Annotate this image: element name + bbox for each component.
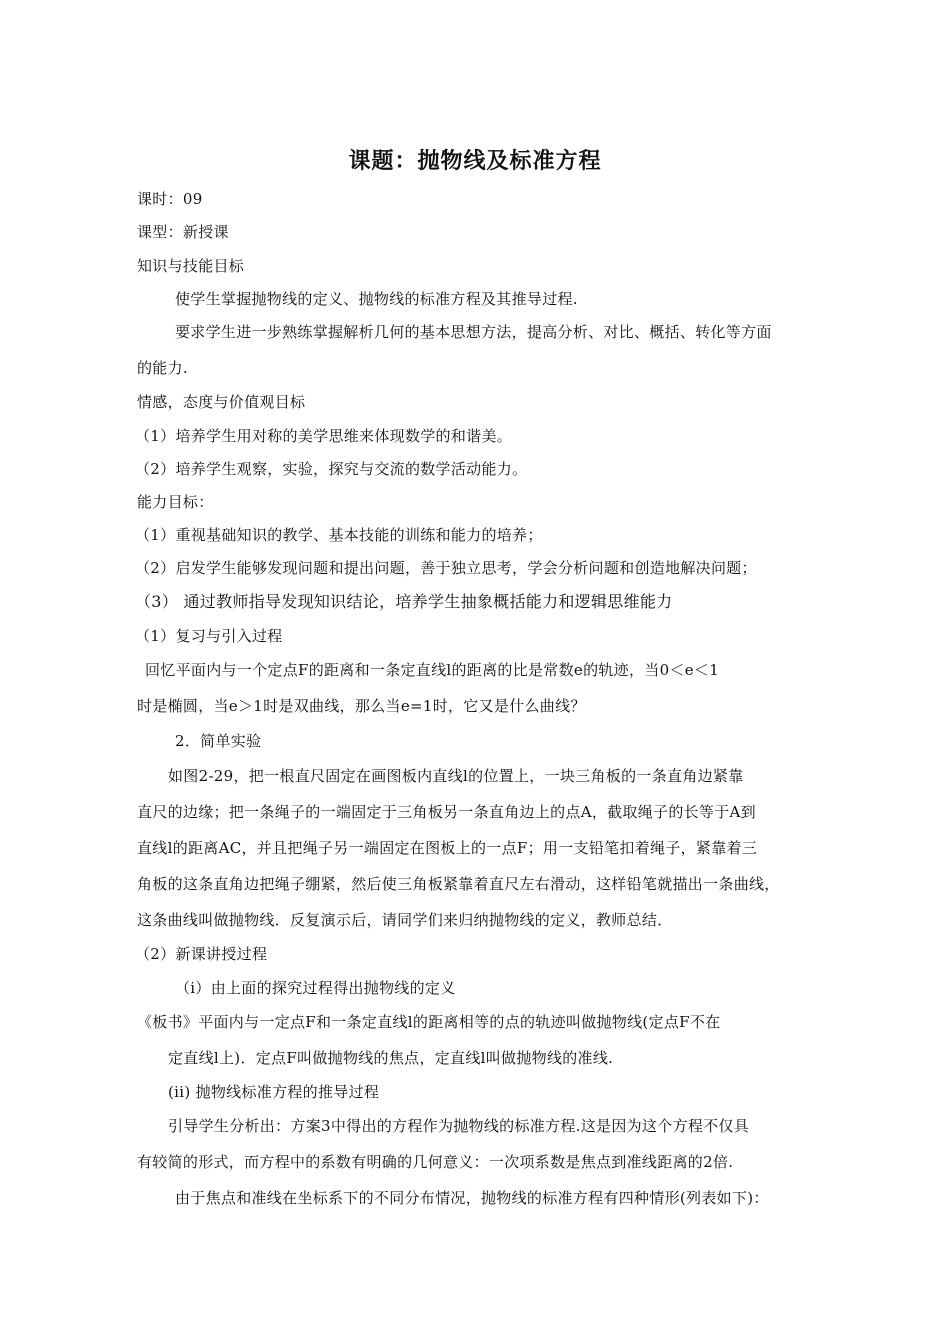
experiment-line-2: 直尺的边缘；把一条绳子的一端固定于三角板另一条直角边上的点A，截取绳子的长等于A到 (137, 803, 756, 821)
experiment-line-1: 如图2-29，把一根直尺固定在画图板内直线l的位置上，一块三角板的一条直角边紧靠 (168, 767, 744, 785)
ability-item-2: （2）启发学生能够发现问题和提出问题，善于独立思考，学会分析问题和创造地解决问题； (135, 559, 757, 577)
review-paragraph-line-2: 时是椭圆，当e＞1时是双曲线，那么当e=1时，它又是什么曲线？ (137, 697, 586, 715)
lesson-period: 课时：09 (137, 190, 203, 208)
derivation-heading: (ii) 抛物线标准方程的推导过程 (168, 1083, 380, 1101)
ability-item-1: （1）重视基础知识的教学、基本技能的训练和能力的培养； (135, 526, 543, 544)
review-paragraph-line-1: 回忆平面内与一个定点F的距离和一条定直线l的距离的比是常数e的轨迹，当0＜e＜1 (145, 661, 720, 679)
ability-item-3: （3） 通过教师指导发现知识结论，培养学生抽象概括能力和逻辑思维能力 (135, 592, 673, 611)
new-lesson-heading: （2）新课讲授过程 (135, 945, 268, 963)
knowledge-paragraph-2-line-1: 要求学生进一步熟练掌握解析几何的基本思想方法，提高分析、对比、概括、转化等方面 (175, 323, 772, 341)
derivation-line-3: 由于焦点和准线在坐标系下的不同分布情况，抛物线的标准方程有四种情形(列表如下)： (175, 1189, 769, 1207)
experiment-line-3: 直线l的距离AC，并且把绳子另一端固定在图板上的一点F；用一支铅笔扣着绳子，紧靠着三 (137, 839, 758, 857)
experiment-heading: 2．简单实验 (175, 732, 262, 750)
lesson-type: 课型：新授课 (137, 223, 229, 241)
review-heading: （1）复习与引入过程 (135, 627, 283, 645)
emotion-heading: 情感，态度与价值观目标 (137, 393, 306, 411)
experiment-line-5: 这条曲线叫做抛物线．反复演示后，请同学们来归纳抛物线的定义，教师总结． (137, 911, 673, 929)
knowledge-heading: 知识与技能目标 (137, 257, 245, 275)
knowledge-paragraph-2-line-2: 的能力. (137, 359, 188, 377)
derivation-line-2: 有较简的形式，而方程中的系数有明确的几何意义：一次项系数是焦点到准线距离的2倍. (137, 1153, 734, 1171)
ability-heading: 能力目标： (137, 493, 214, 511)
page-title: 课题：抛物线及标准方程 (348, 149, 602, 174)
knowledge-paragraph-1: 使学生掌握抛物线的定义、抛物线的标准方程及其推导过程. (175, 290, 578, 308)
emotion-item-1: （1）培养学生用对称的美学思维来体现数学的和谐美。 (135, 427, 513, 445)
definition-line-1: 《板书》平面内与一定点F和一条定直线l的距离相等的点的轨迹叫做抛物线(定点F不在 (137, 1013, 721, 1031)
emotion-item-2: （2）培养学生观察，实验，探究与交流的数学活动能力。 (135, 460, 528, 478)
definition-line-2: 定直线l上)．定点F叫做抛物线的焦点，定直线l叫做抛物线的准线. (168, 1049, 614, 1067)
derivation-line-1: 引导学生分析出：方案3中得出的方程作为抛物线的标准方程.这是因为这个方程不仅具 (168, 1117, 750, 1135)
experiment-line-4: 角板的这条直角边把绳子绷紧，然后使三角板紧靠着直尺左右滑动，这样铅笔就描出一条曲线， (137, 875, 780, 893)
definition-heading: （i）由上面的探究过程得出抛物线的定义 (175, 979, 456, 997)
